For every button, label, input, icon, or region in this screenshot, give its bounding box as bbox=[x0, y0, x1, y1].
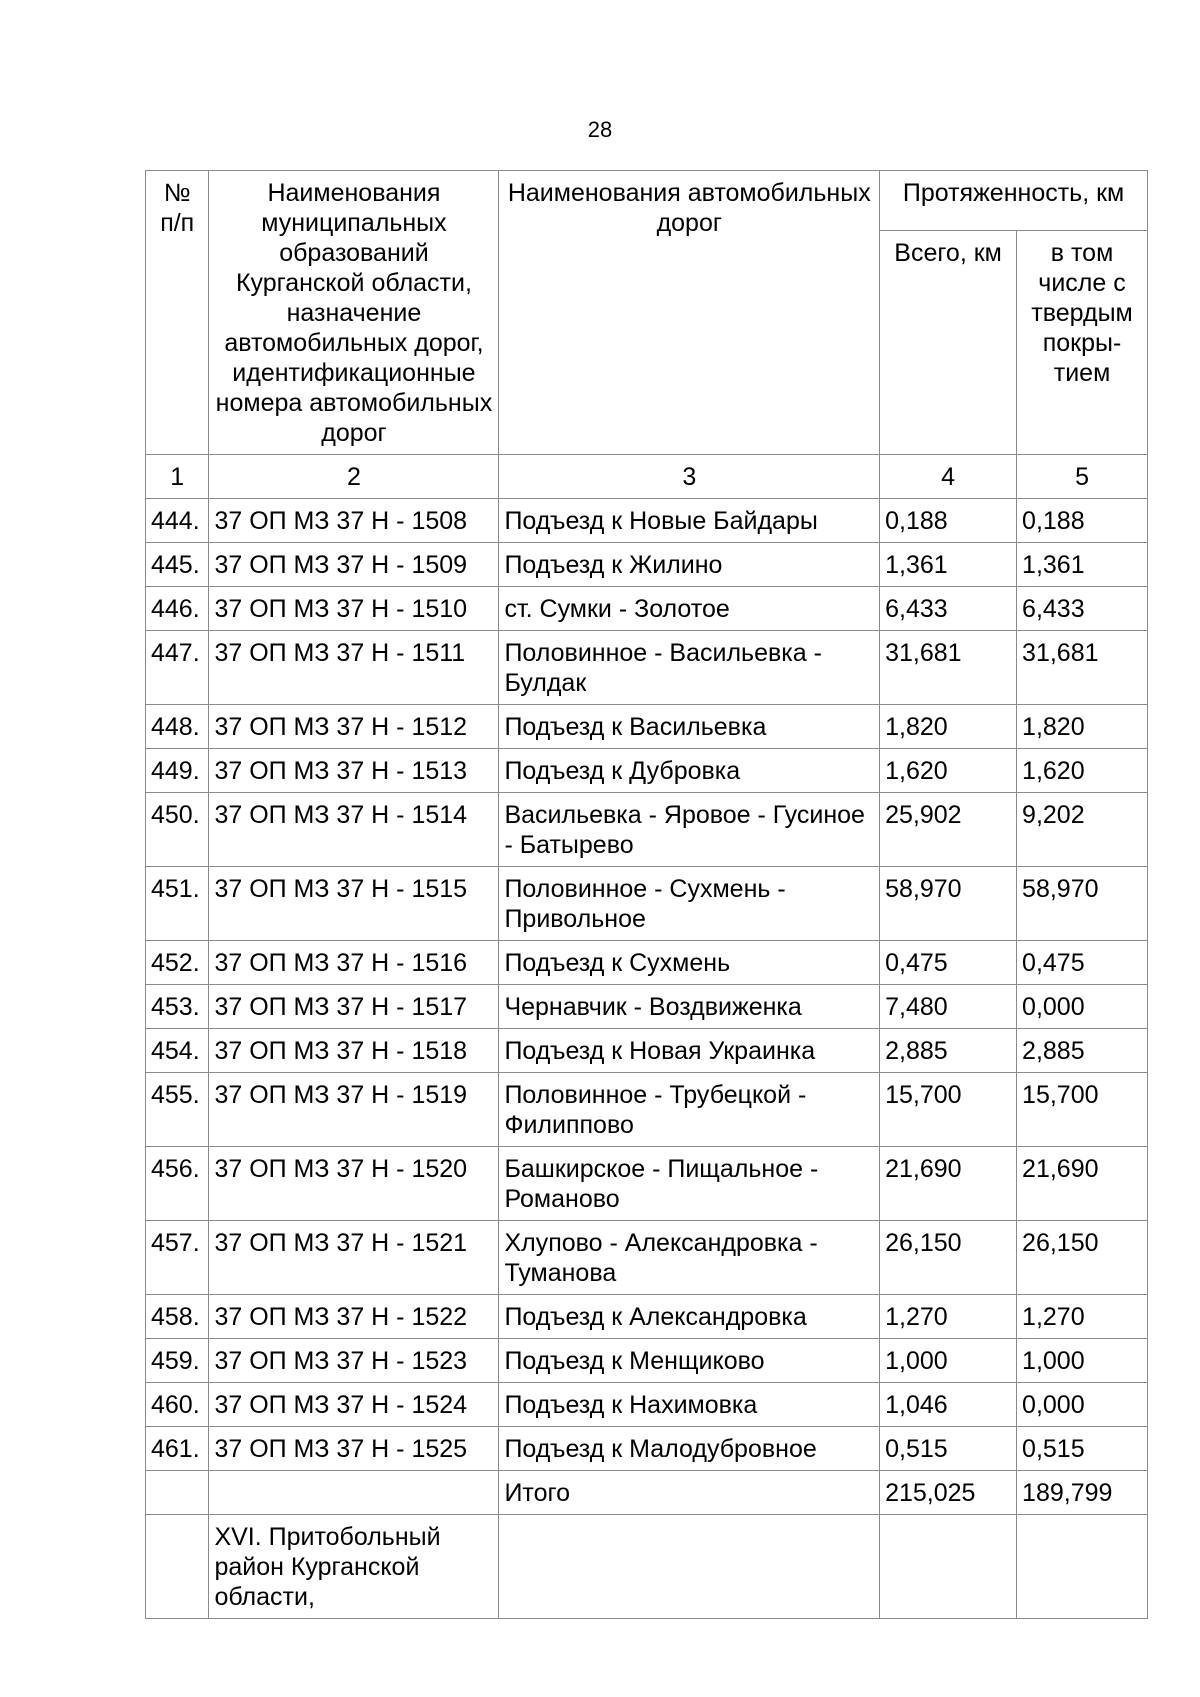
road-length-paved: 0,515 bbox=[1017, 1427, 1148, 1471]
table-row bbox=[146, 1073, 1148, 1147]
road-length-paved: 1,820 bbox=[1017, 705, 1148, 749]
row-number: 445. bbox=[146, 543, 209, 587]
section-row bbox=[146, 1515, 1148, 1619]
road-id: 37 ОП МЗ 37 Н - 1522 bbox=[209, 1295, 499, 1339]
road-length-paved: 1,270 bbox=[1017, 1295, 1148, 1339]
road-id: 37 ОП МЗ 37 Н - 1516 bbox=[209, 941, 499, 985]
road-name: Хлупово - Александровка - Туманова bbox=[499, 1221, 880, 1295]
road-id: 37 ОП МЗ 37 Н - 1517 bbox=[209, 985, 499, 1029]
header-num: № п/п bbox=[146, 171, 209, 455]
table-row bbox=[146, 499, 1148, 543]
header-municipality: Наименования муниципальных образований Курганской области, назначение автомобильных дорог, идентификационные номера автомобильных дорог bbox=[209, 171, 499, 455]
road-id: 37 ОП МЗ 37 Н - 1524 bbox=[209, 1383, 499, 1427]
column-index: 2 bbox=[209, 455, 499, 499]
row-number: 452. bbox=[146, 941, 209, 985]
table-row bbox=[146, 705, 1148, 749]
road-length-paved: 1,000 bbox=[1017, 1339, 1148, 1383]
column-index: 5 bbox=[1017, 455, 1148, 499]
row-number: 461. bbox=[146, 1427, 209, 1471]
header-paved: в том числе с твердым покры-тием bbox=[1017, 231, 1148, 455]
table-row bbox=[146, 1029, 1148, 1073]
table-row bbox=[146, 793, 1148, 867]
road-length-total: 21,690 bbox=[880, 1147, 1017, 1221]
row-number: 460. bbox=[146, 1383, 209, 1427]
road-length-total: 25,902 bbox=[880, 793, 1017, 867]
road-length-total: 58,970 bbox=[880, 867, 1017, 941]
row-number: 450. bbox=[146, 793, 209, 867]
road-name: Половинное - Сухмень - Привольное bbox=[499, 867, 880, 941]
road-length-paved: 15,700 bbox=[1017, 1073, 1148, 1147]
total-label: Итого bbox=[499, 1471, 880, 1515]
road-name: Половинное - Васильевка - Булдак bbox=[499, 631, 880, 705]
road-length-paved: 0,475 bbox=[1017, 941, 1148, 985]
road-length-paved: 1,361 bbox=[1017, 543, 1148, 587]
road-name: Половинное - Трубецкой - Филиппово bbox=[499, 1073, 880, 1147]
road-length-total: 0,188 bbox=[880, 499, 1017, 543]
road-length-total: 15,700 bbox=[880, 1073, 1017, 1147]
total-length: 215,025 bbox=[880, 1471, 1017, 1515]
section-empty-cell bbox=[880, 1515, 1017, 1619]
total-empty-cell bbox=[146, 1471, 209, 1515]
table-row bbox=[146, 1339, 1148, 1383]
total-paved: 189,799 bbox=[1017, 1471, 1148, 1515]
road-id: 37 ОП МЗ 37 Н - 1515 bbox=[209, 867, 499, 941]
column-index: 4 bbox=[880, 455, 1017, 499]
road-name: Подъезд к Малодубровное bbox=[499, 1427, 880, 1471]
row-number: 453. bbox=[146, 985, 209, 1029]
page-number: 28 bbox=[587, 117, 613, 142]
row-number: 454. bbox=[146, 1029, 209, 1073]
row-number: 458. bbox=[146, 1295, 209, 1339]
row-number: 457. bbox=[146, 1221, 209, 1295]
road-length-total: 7,480 bbox=[880, 985, 1017, 1029]
header-length-group: Протяженность, км bbox=[880, 171, 1148, 231]
road-length-paved: 0,188 bbox=[1017, 499, 1148, 543]
row-number: 446. bbox=[146, 587, 209, 631]
table-row bbox=[146, 985, 1148, 1029]
total-row bbox=[146, 1471, 1148, 1515]
road-name: ст. Сумки - Золотое bbox=[499, 587, 880, 631]
column-index-row bbox=[146, 455, 1148, 499]
section-title: XVI. Притобольный район Курганской области, bbox=[209, 1515, 499, 1619]
road-id: 37 ОП МЗ 37 Н - 1519 bbox=[209, 1073, 499, 1147]
road-id: 37 ОП МЗ 37 Н - 1518 bbox=[209, 1029, 499, 1073]
road-length-paved: 2,885 bbox=[1017, 1029, 1148, 1073]
road-id: 37 ОП МЗ 37 Н - 1520 bbox=[209, 1147, 499, 1221]
table-row bbox=[146, 1295, 1148, 1339]
row-number: 447. bbox=[146, 631, 209, 705]
road-name: Васильевка - Яровое - Гусиное - Батырево bbox=[499, 793, 880, 867]
road-name: Чернавчик - Воздвиженка bbox=[499, 985, 880, 1029]
table-row bbox=[146, 941, 1148, 985]
road-name: Подъезд к Дубровка bbox=[499, 749, 880, 793]
header-road-name: Наименования автомобильных дорог bbox=[499, 171, 880, 455]
table-row bbox=[146, 867, 1148, 941]
road-id: 37 ОП МЗ 37 Н - 1513 bbox=[209, 749, 499, 793]
road-length-total: 0,515 bbox=[880, 1427, 1017, 1471]
road-id: 37 ОП МЗ 37 Н - 1525 bbox=[209, 1427, 499, 1471]
road-name: Башкирское - Пищальное - Романово bbox=[499, 1147, 880, 1221]
road-length-paved: 1,620 bbox=[1017, 749, 1148, 793]
road-length-paved: 31,681 bbox=[1017, 631, 1148, 705]
row-number: 444. bbox=[146, 499, 209, 543]
row-number: 456. bbox=[146, 1147, 209, 1221]
road-name: Подъезд к Нахимовка bbox=[499, 1383, 880, 1427]
table-row bbox=[146, 543, 1148, 587]
table-row bbox=[146, 749, 1148, 793]
road-length-paved: 0,000 bbox=[1017, 985, 1148, 1029]
road-id: 37 ОП МЗ 37 Н - 1512 bbox=[209, 705, 499, 749]
road-name: Подъезд к Александровка bbox=[499, 1295, 880, 1339]
road-id: 37 ОП МЗ 37 Н - 1511 bbox=[209, 631, 499, 705]
row-number: 451. bbox=[146, 867, 209, 941]
road-length-total: 1,620 bbox=[880, 749, 1017, 793]
table-row bbox=[146, 1427, 1148, 1471]
total-empty-cell bbox=[209, 1471, 499, 1515]
road-id: 37 ОП МЗ 37 Н - 1514 bbox=[209, 793, 499, 867]
section-empty-cell bbox=[1017, 1515, 1148, 1619]
table-row bbox=[146, 631, 1148, 705]
road-length-paved: 0,000 bbox=[1017, 1383, 1148, 1427]
road-length-paved: 21,690 bbox=[1017, 1147, 1148, 1221]
road-name: Подъезд к Васильевка bbox=[499, 705, 880, 749]
road-length-total: 2,885 bbox=[880, 1029, 1017, 1073]
row-number: 448. bbox=[146, 705, 209, 749]
column-index: 1 bbox=[146, 455, 209, 499]
table-row bbox=[146, 1383, 1148, 1427]
row-number: 459. bbox=[146, 1339, 209, 1383]
road-id: 37 ОП МЗ 37 Н - 1508 bbox=[209, 499, 499, 543]
road-length-total: 0,475 bbox=[880, 941, 1017, 985]
road-length-total: 1,270 bbox=[880, 1295, 1017, 1339]
road-length-total: 31,681 bbox=[880, 631, 1017, 705]
table-row bbox=[146, 1147, 1148, 1221]
row-number: 455. bbox=[146, 1073, 209, 1147]
roads-table bbox=[145, 170, 1148, 1619]
road-length-paved: 26,150 bbox=[1017, 1221, 1148, 1295]
road-length-total: 6,433 bbox=[880, 587, 1017, 631]
section-empty-cell bbox=[146, 1515, 209, 1619]
column-index: 3 bbox=[499, 455, 880, 499]
road-id: 37 ОП МЗ 37 Н - 1521 bbox=[209, 1221, 499, 1295]
road-length-paved: 58,970 bbox=[1017, 867, 1148, 941]
section-empty-cell bbox=[499, 1515, 880, 1619]
road-length-paved: 9,202 bbox=[1017, 793, 1148, 867]
header-total: Всего, км bbox=[880, 231, 1017, 455]
header-row-1 bbox=[146, 171, 1148, 231]
road-name: Подъезд к Менщиково bbox=[499, 1339, 880, 1383]
road-length-paved: 6,433 bbox=[1017, 587, 1148, 631]
road-length-total: 1,046 bbox=[880, 1383, 1017, 1427]
table-row bbox=[146, 587, 1148, 631]
row-number: 449. bbox=[146, 749, 209, 793]
road-id: 37 ОП МЗ 37 Н - 1510 bbox=[209, 587, 499, 631]
road-length-total: 1,820 bbox=[880, 705, 1017, 749]
road-name: Подъезд к Сухмень bbox=[499, 941, 880, 985]
road-name: Подъезд к Новая Украинка bbox=[499, 1029, 880, 1073]
road-id: 37 ОП МЗ 37 Н - 1509 bbox=[209, 543, 499, 587]
road-length-total: 26,150 bbox=[880, 1221, 1017, 1295]
road-name: Подъезд к Жилино bbox=[499, 543, 880, 587]
table-body bbox=[146, 499, 1148, 1471]
road-length-total: 1,361 bbox=[880, 543, 1017, 587]
road-length-total: 1,000 bbox=[880, 1339, 1017, 1383]
table-row bbox=[146, 1221, 1148, 1295]
road-id: 37 ОП МЗ 37 Н - 1523 bbox=[209, 1339, 499, 1383]
road-name: Подъезд к Новые Байдары bbox=[499, 499, 880, 543]
